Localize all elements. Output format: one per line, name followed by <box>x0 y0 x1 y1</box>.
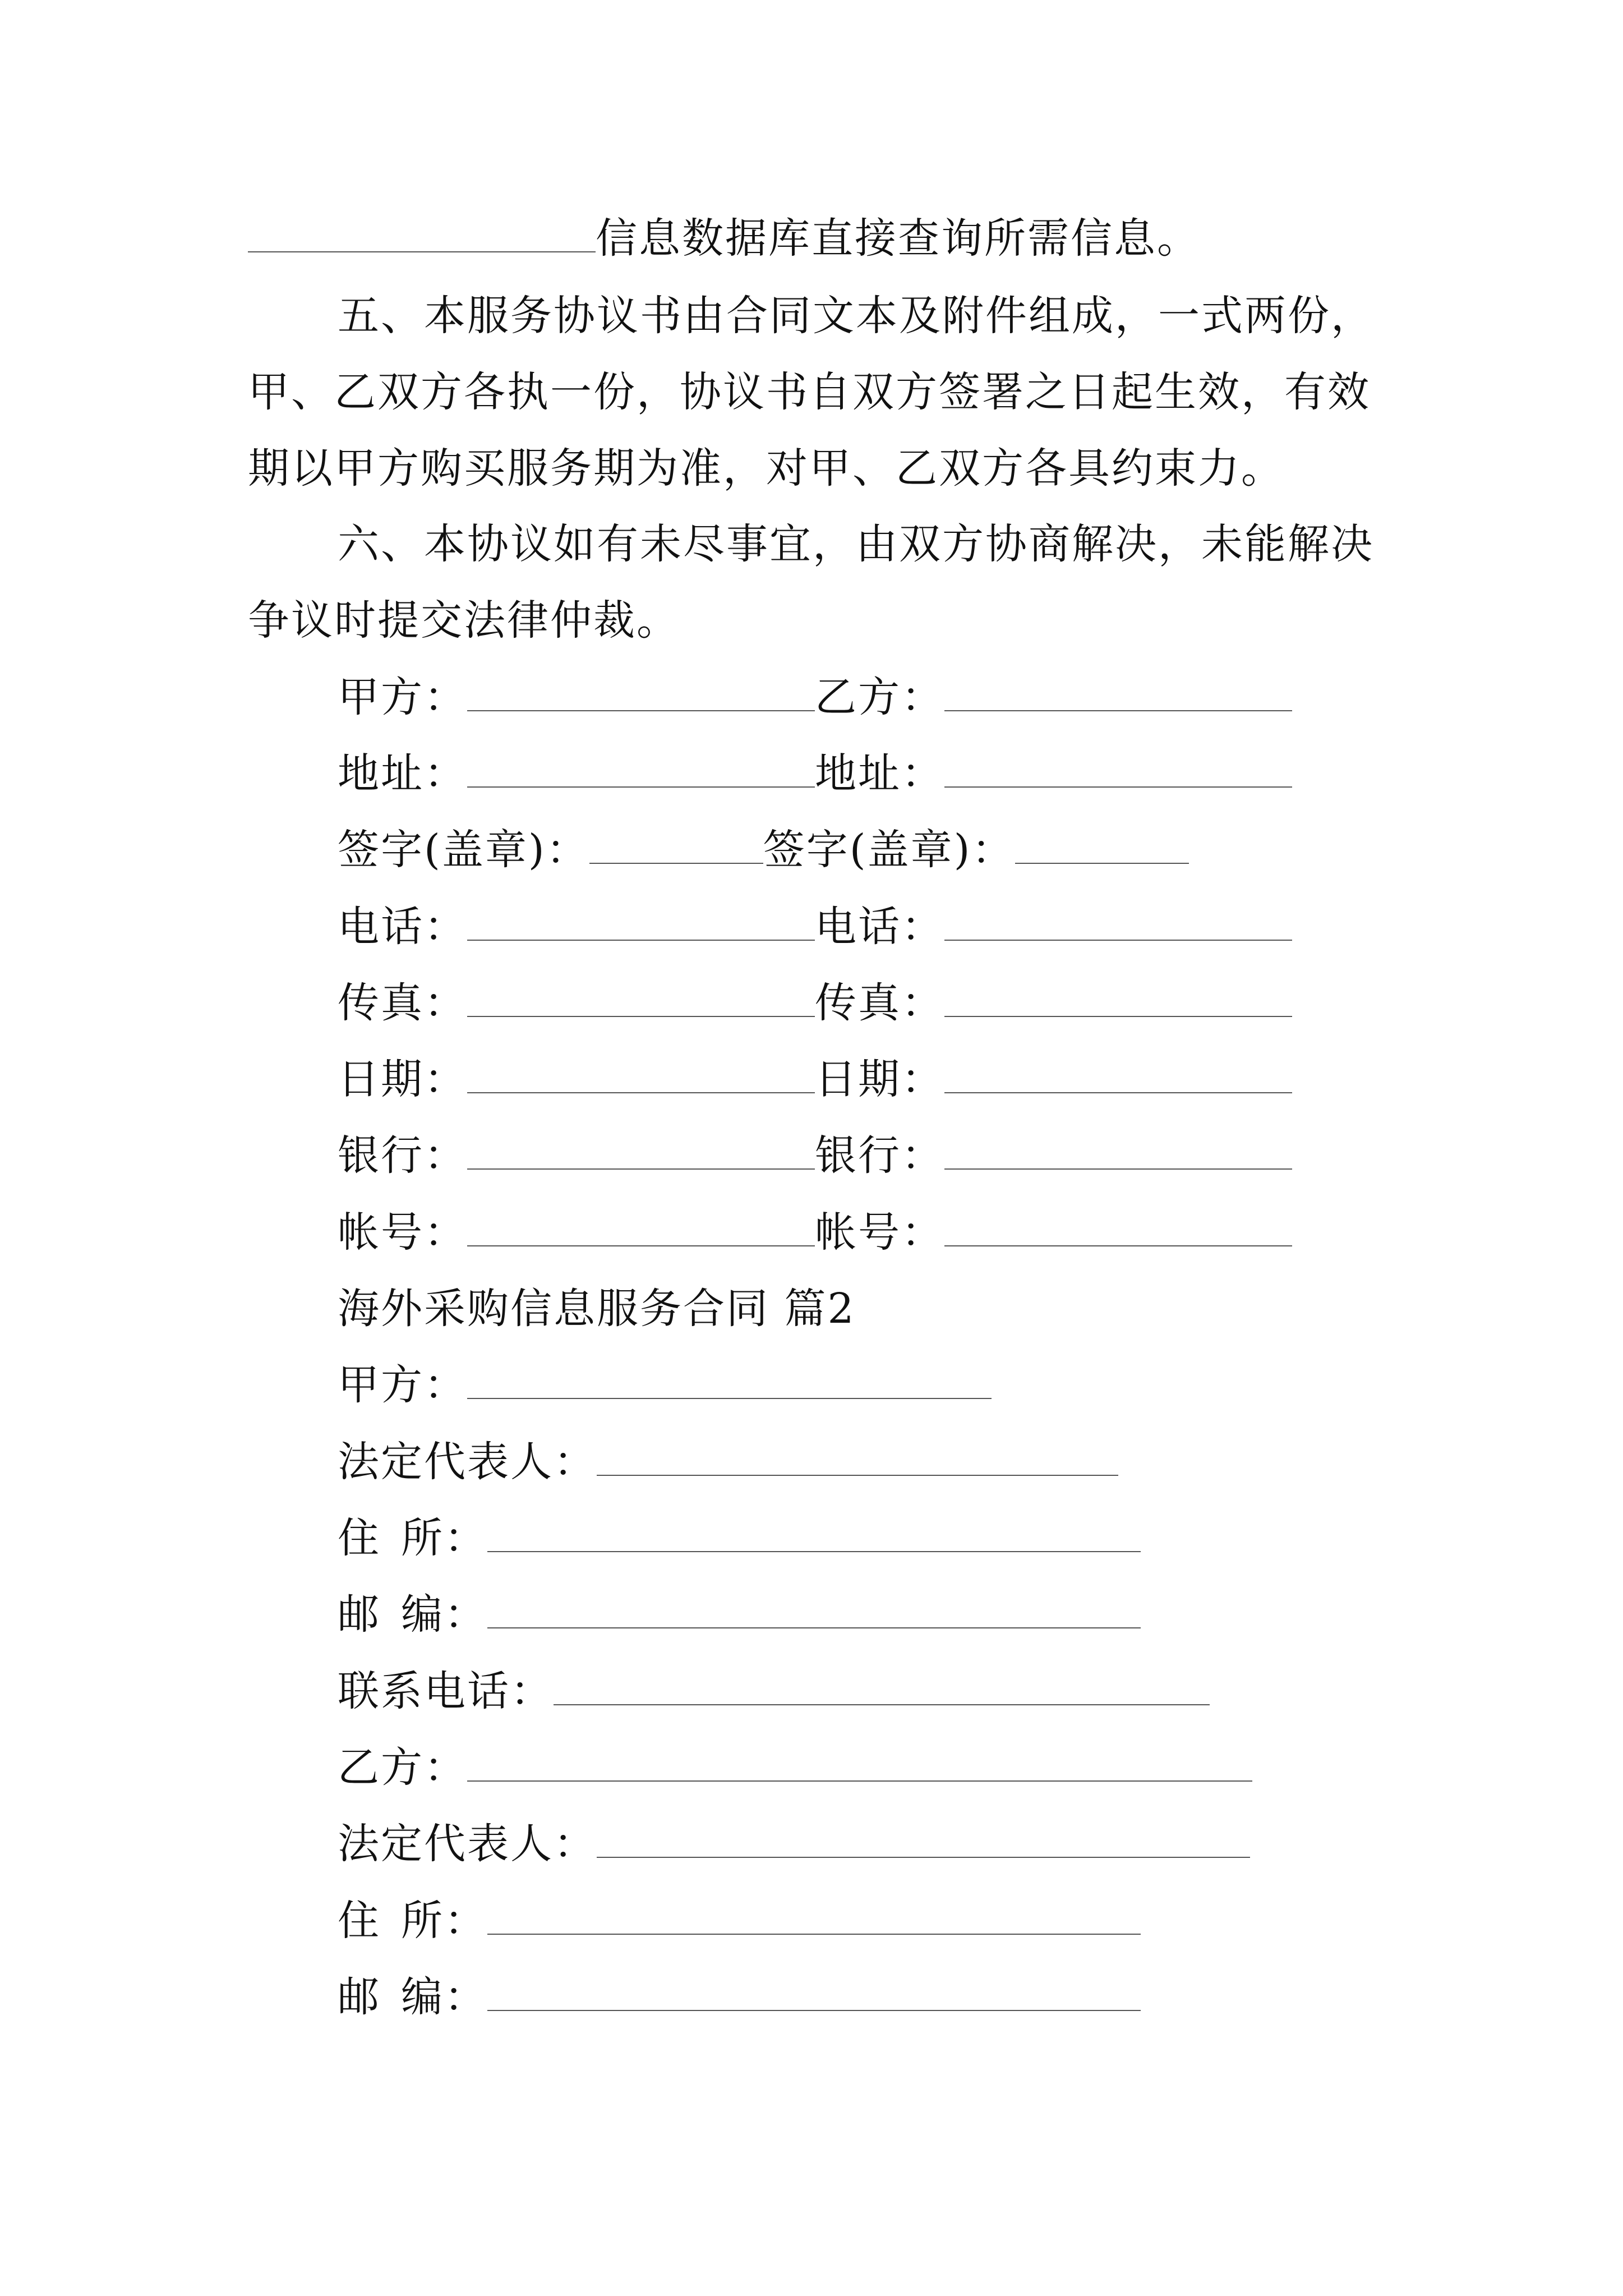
blank-field[interactable] <box>944 1204 1292 1246</box>
section-2-title: 海外采购信息服务合同 篇2 <box>338 1285 856 1333</box>
label-right: 帐号： <box>815 1208 944 1257</box>
label: 法定代表人： <box>338 1820 597 1868</box>
label: 编： <box>401 1590 487 1639</box>
label-left: 传真： <box>338 979 467 1027</box>
sign-row-date <box>338 1048 1292 1110</box>
label: 乙方： <box>338 1743 467 1792</box>
blank-field[interactable] <box>467 669 815 711</box>
party-a-row <box>338 1354 992 1416</box>
blank-field[interactable] <box>597 1433 1118 1476</box>
label: 住 <box>338 1514 381 1562</box>
blank-field[interactable] <box>248 210 596 252</box>
blank-field[interactable] <box>554 1663 1210 1705</box>
blank-field[interactable] <box>944 745 1292 788</box>
label-left: 日期： <box>338 1055 467 1103</box>
label: 编： <box>401 1973 487 2021</box>
label-right: 传真： <box>815 979 944 1027</box>
blank-field[interactable] <box>487 1586 1141 1628</box>
blank-field[interactable] <box>944 669 1292 711</box>
label-left: 地址： <box>338 749 467 798</box>
party-b-address-row <box>338 1890 1141 1952</box>
para-6-line-1: 六、本协议如有未尽事宜，由双方协商解决，未能解决 <box>338 520 1374 568</box>
label-left: 签字(盖章)： <box>338 826 589 874</box>
blank-field[interactable] <box>467 1356 992 1399</box>
blank-field[interactable] <box>467 1051 815 1093</box>
label-right: 签字(盖章)： <box>763 826 1015 874</box>
blank-field[interactable] <box>944 898 1292 941</box>
sign-row-signature <box>338 819 1189 881</box>
label-left: 电话： <box>338 903 467 951</box>
party-b-zip-row <box>338 1966 1141 2028</box>
blank-field[interactable] <box>467 974 815 1017</box>
blank-field[interactable] <box>1015 821 1189 864</box>
label-right: 地址： <box>815 749 944 798</box>
blank-field[interactable] <box>467 898 815 941</box>
para-6-line-2: 争议时提交法律仲裁。 <box>248 596 680 645</box>
party-a-rep-row <box>338 1431 1118 1493</box>
label: 甲方： <box>338 1361 467 1409</box>
party-b-row <box>338 1737 1252 1798</box>
sign-row-account <box>338 1202 1292 1263</box>
label-left: 帐号： <box>338 1208 467 1257</box>
label: 联系电话： <box>338 1667 554 1715</box>
para-5-line-1: 五、本服务协议书由合同文本及附件组成，一式两份， <box>338 292 1374 340</box>
label: 所： <box>401 1514 487 1562</box>
party-a-zip-row <box>338 1584 1141 1645</box>
blank-field[interactable] <box>487 1968 1141 2011</box>
blank-field[interactable] <box>487 1510 1141 1552</box>
label-left: 银行： <box>338 1131 467 1180</box>
label-right: 乙方： <box>815 673 944 721</box>
para-5-line-2: 甲、乙双方各执一份，协议书自双方签署之日起生效，有效 <box>248 368 1371 416</box>
party-b-rep-row <box>338 1813 1250 1875</box>
label: 法定代表人： <box>338 1438 597 1486</box>
sign-row-fax <box>338 972 1292 1034</box>
label: 住 <box>338 1897 381 1945</box>
party-a-phone-row <box>338 1660 1210 1722</box>
text: 信息数据库直接查询所需信息。 <box>596 214 1200 263</box>
line-database-query <box>248 208 1200 269</box>
blank-field[interactable] <box>467 1127 815 1170</box>
blank-field[interactable] <box>467 1739 1252 1782</box>
blank-field[interactable] <box>589 821 763 864</box>
party-a-address-row <box>338 1507 1141 1569</box>
blank-field[interactable] <box>487 1892 1141 1935</box>
label: 邮 <box>338 1590 381 1639</box>
label-right: 银行： <box>815 1131 944 1180</box>
label-right: 日期： <box>815 1055 944 1103</box>
sign-row-bank <box>338 1125 1292 1186</box>
sign-row-address <box>338 743 1292 804</box>
sign-row-party <box>338 666 1292 728</box>
blank-field[interactable] <box>467 745 815 788</box>
para-5-line-3: 期以甲方购买服务期为准，对甲、乙双方各具约束力。 <box>248 444 1284 493</box>
blank-field[interactable] <box>597 1815 1250 1858</box>
label: 邮 <box>338 1973 381 2021</box>
label-right: 电话： <box>815 903 944 951</box>
blank-field[interactable] <box>944 1051 1292 1093</box>
label-left: 甲方： <box>338 673 467 721</box>
blank-field[interactable] <box>467 1204 815 1246</box>
label: 所： <box>401 1897 487 1945</box>
blank-field[interactable] <box>944 1127 1292 1170</box>
blank-field[interactable] <box>944 974 1292 1017</box>
sign-row-phone <box>338 896 1292 958</box>
